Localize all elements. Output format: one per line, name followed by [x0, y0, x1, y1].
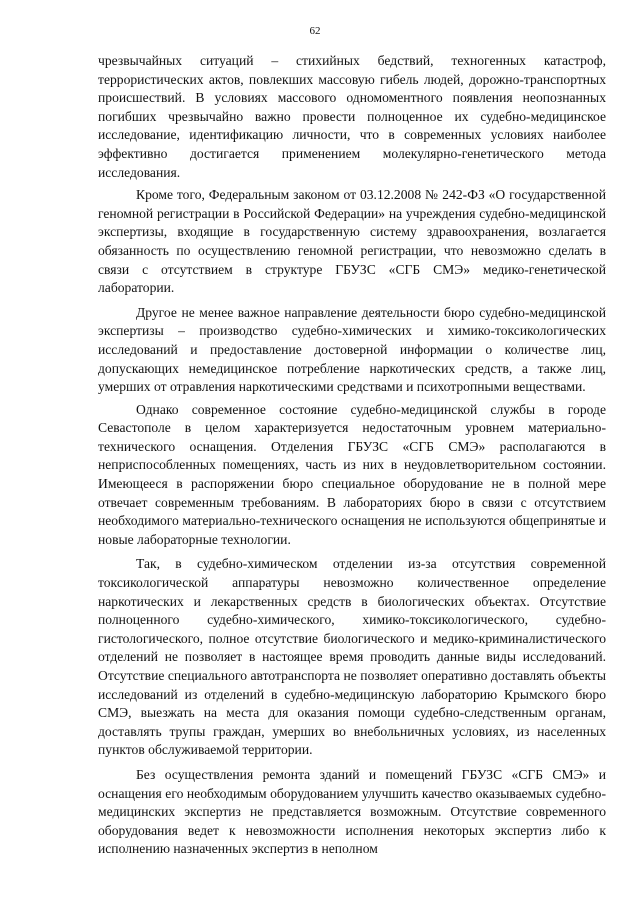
paragraph: Кроме того, Федеральным законом от 03.12.2008 № 242-ФЗ «О государственной геномной регистрации в Российской Федерации» на учреждения судебно-медицинской экспертизы, входящие в государственную систему здравоохранения, возлагается обязанность по осуществлению геномной регистрации, что невозможно сделать в связи с отсутствием в структуре ГБУЗС «СГБ СМЭ» медико-генетической лаборатории.	[98, 187, 606, 296]
paragraph: Без осуществления ремонта зданий и помещений ГБУЗС «СГБ СМЭ» и оснащения его необходимым оборудованием улучшить качество оказываемых судебно-медицинских экспертиз не представляется возможным. Отсутствие современного оборудования ведет к невозможности исполнения некоторых экспертиз либо к исполнению назначенных экспертиз в неполном	[98, 766, 606, 857]
paragraph-continuation: чрезвычайных ситуаций – стихийных бедствий, техногенных катастроф, террористических актов, повлекших массовую гибель людей, дорожно-транспортных происшествий. В условиях массового одномоментного появления неопознанных погибших чрезвычайно важно провести полноценное их судебно-медицинское исследование, идентификацию личности, что в современных условиях наиболее эффективно достигается применением молекулярно-генетического метода исследования.	[98, 53, 606, 180]
paragraph: Однако современное состояние судебно-медицинской службы в городе Севастополе в целом характеризуется недостаточным уровнем материально-технического оснащения. Отделения ГБУЗС «СГБ СМЭ» располагаются в неприспособленных помещениях, часть из них в неудовлетворительном состоянии. Имеющееся в распоряжении бюро специальное оборудование не в полной мере отвечает современным требованиям. В лабораториях бюро в связи с отсутствием необходимого материально-технического оснащения не используются общепринятые и новые лабораторные технологии.	[98, 401, 606, 547]
page-number: 62	[309, 25, 321, 37]
document-body	[98, 52, 606, 863]
paragraph: Так, в судебно-химическом отделении из-за отсутствия современной токсикологической аппаратуры невозможно количественное определение наркотических и лекарственных средств в биологических объектах. Отсутствие полноценного судебно-химического, химико-токсикологического, судебно-гистологического, полное отсутствие биологического и медико-криминалистического отделений не позволяет в настоящее время проводить данные виды исследований. Отсутствие специального автотранспорта не позволяет оперативно доставлять объекты исследований из отделений в судебно-медицинскую лабораторию Крымского бюро СМЭ, выезжать на места для оказания помощи судебно-следственным органам, доставлять трупы граждан, умерших во внебольничных условиях, из населенных пунктов обслуживаемой территории.	[98, 556, 606, 758]
paragraph: Другое не менее важное направление деятельности бюро судебно-медицинской экспертизы – производство судебно-химических и химико-токсикологических исследований и предоставление достоверной информации о количестве лиц, допускающих немедицинское потребление наркотических средств, а также лиц, умерших от отравления наркотическими средствами и психотропными веществами.	[98, 304, 606, 395]
